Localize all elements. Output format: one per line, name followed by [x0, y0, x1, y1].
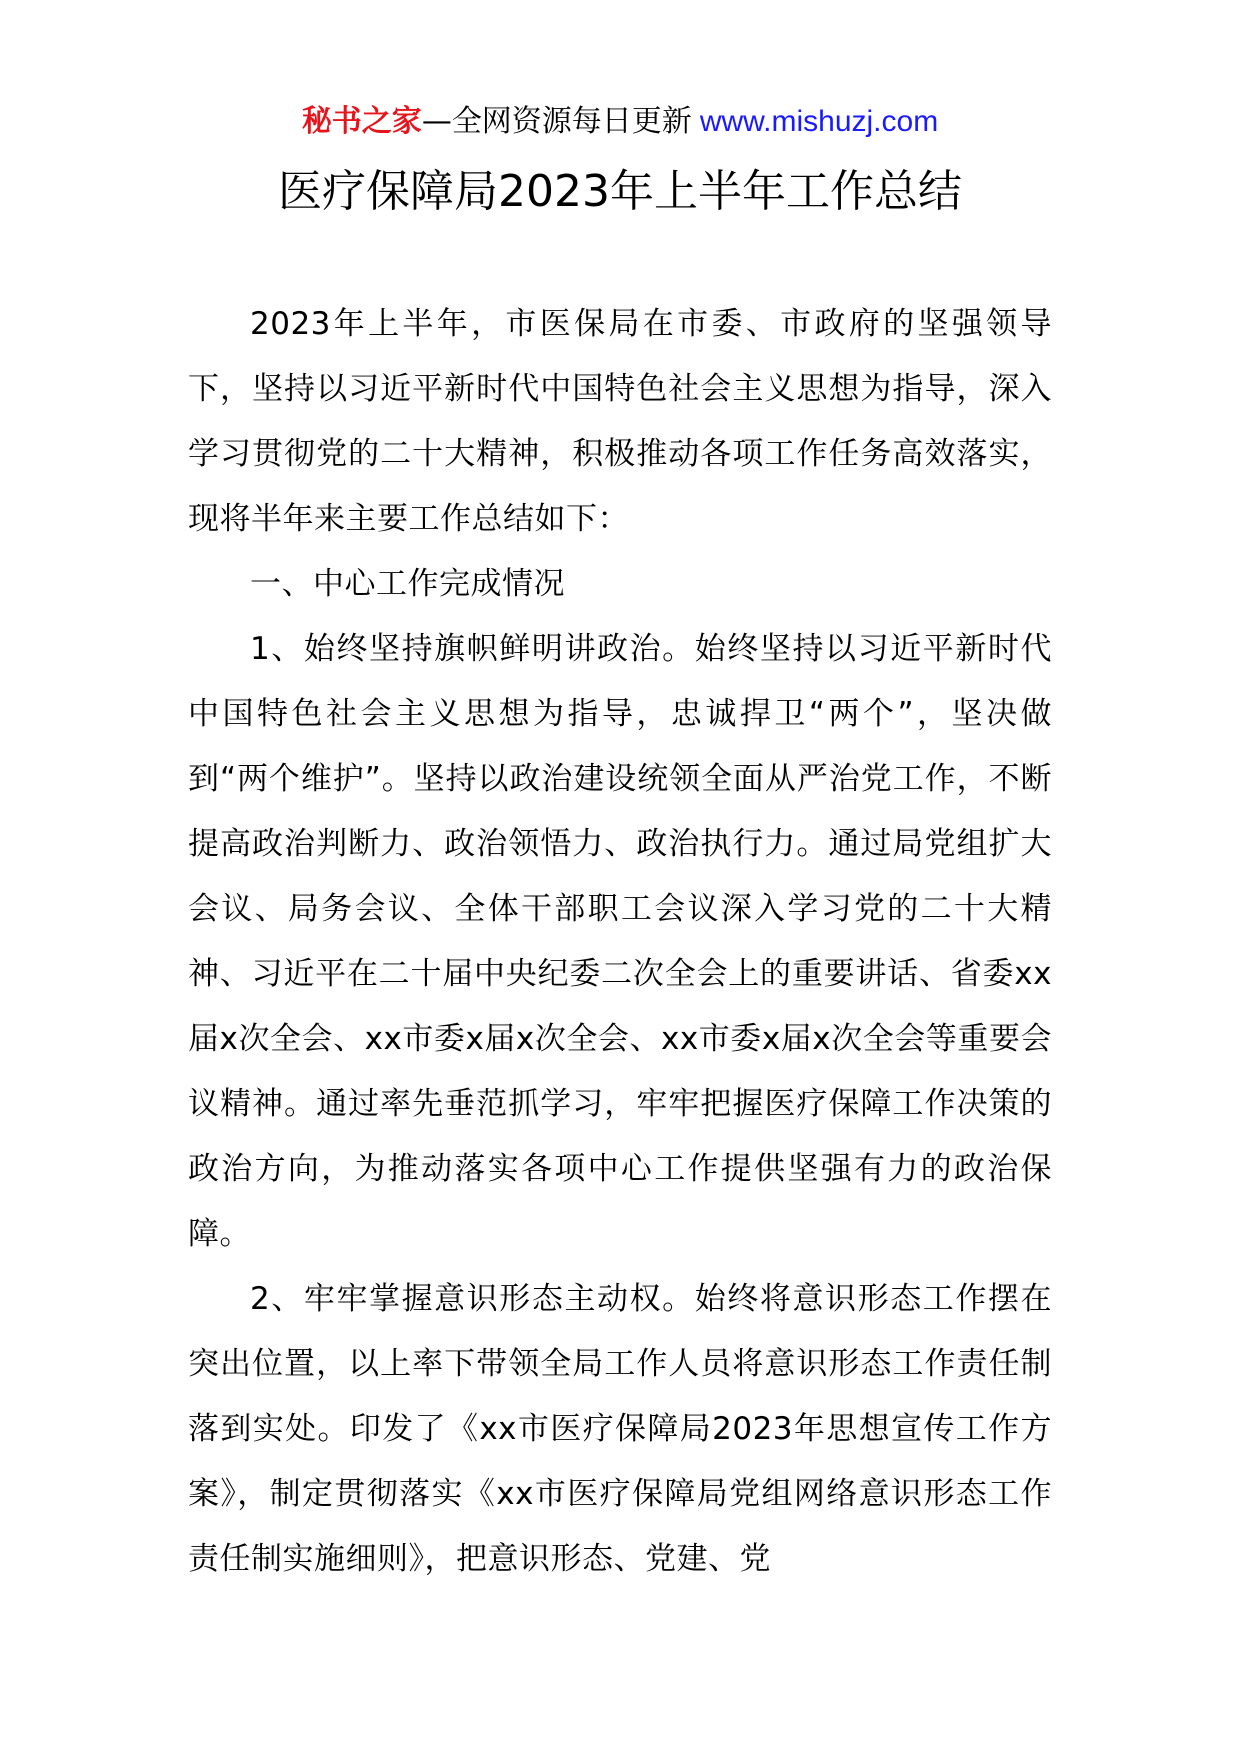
brand-name: 秘书之家 — [301, 104, 422, 139]
body-paragraph-ideology: 2、牢牢掌握意识形态主动权。始终将意识形态工作摆在突出位置，以上率下带领全局工作人员将意识形态工作责任制落到实处。印发了《xx市医疗保障局2023年思想宣传工作方案》，制定贯彻落实《xx市医疗保障局党组网络意识形态工作责任制实施细则》，把意识形态、党建、党 — [188, 1281, 1052, 1577]
document-title: 医疗保障局2023年上半年工作总结 — [278, 166, 962, 217]
section-heading: 一、中心工作完成情况 — [250, 566, 565, 602]
intro-paragraph: 2023年上半年，市医保局在市委、市政府的坚强领导下，坚持以习近平新时代中国特色社会主义思想为指导，深入学习贯彻党的二十大精神，积极推动各项工作任务高效落实，现将半年来主要工作总结如下： — [188, 306, 1052, 537]
document-body — [188, 292, 1052, 1592]
site-header — [0, 100, 1240, 144]
body-paragraph-politics: 1、始终坚持旗帜鲜明讲政治。始终坚持以习近平新时代中国特色社会主义思想为指导，忠诚捍卫“两个”，坚决做到“两个维护”。坚持以政治建设统领全面从严治党工作，不断提高政治判断力、政治领悟力、政治执行力。通过局党组扩大会议、局务会议、全体干部职工会议深入学习党的二十大精神、习近平在二十届中央纪委二次全会上的重要讲话、省委xx届x次全会、xx市委x届x次全会、xx市委x届x次全会等重要会议精神。通过率先垂范抓学习，牢牢把握医疗保障工作决策的政治方向，为推动落实各项中心工作提供坚强有力的政治保障。 — [188, 631, 1052, 1252]
site-url-link[interactable]: www.mishuzj.com — [699, 105, 939, 138]
header-slogan: —全网资源每日更新 — [421, 104, 692, 139]
